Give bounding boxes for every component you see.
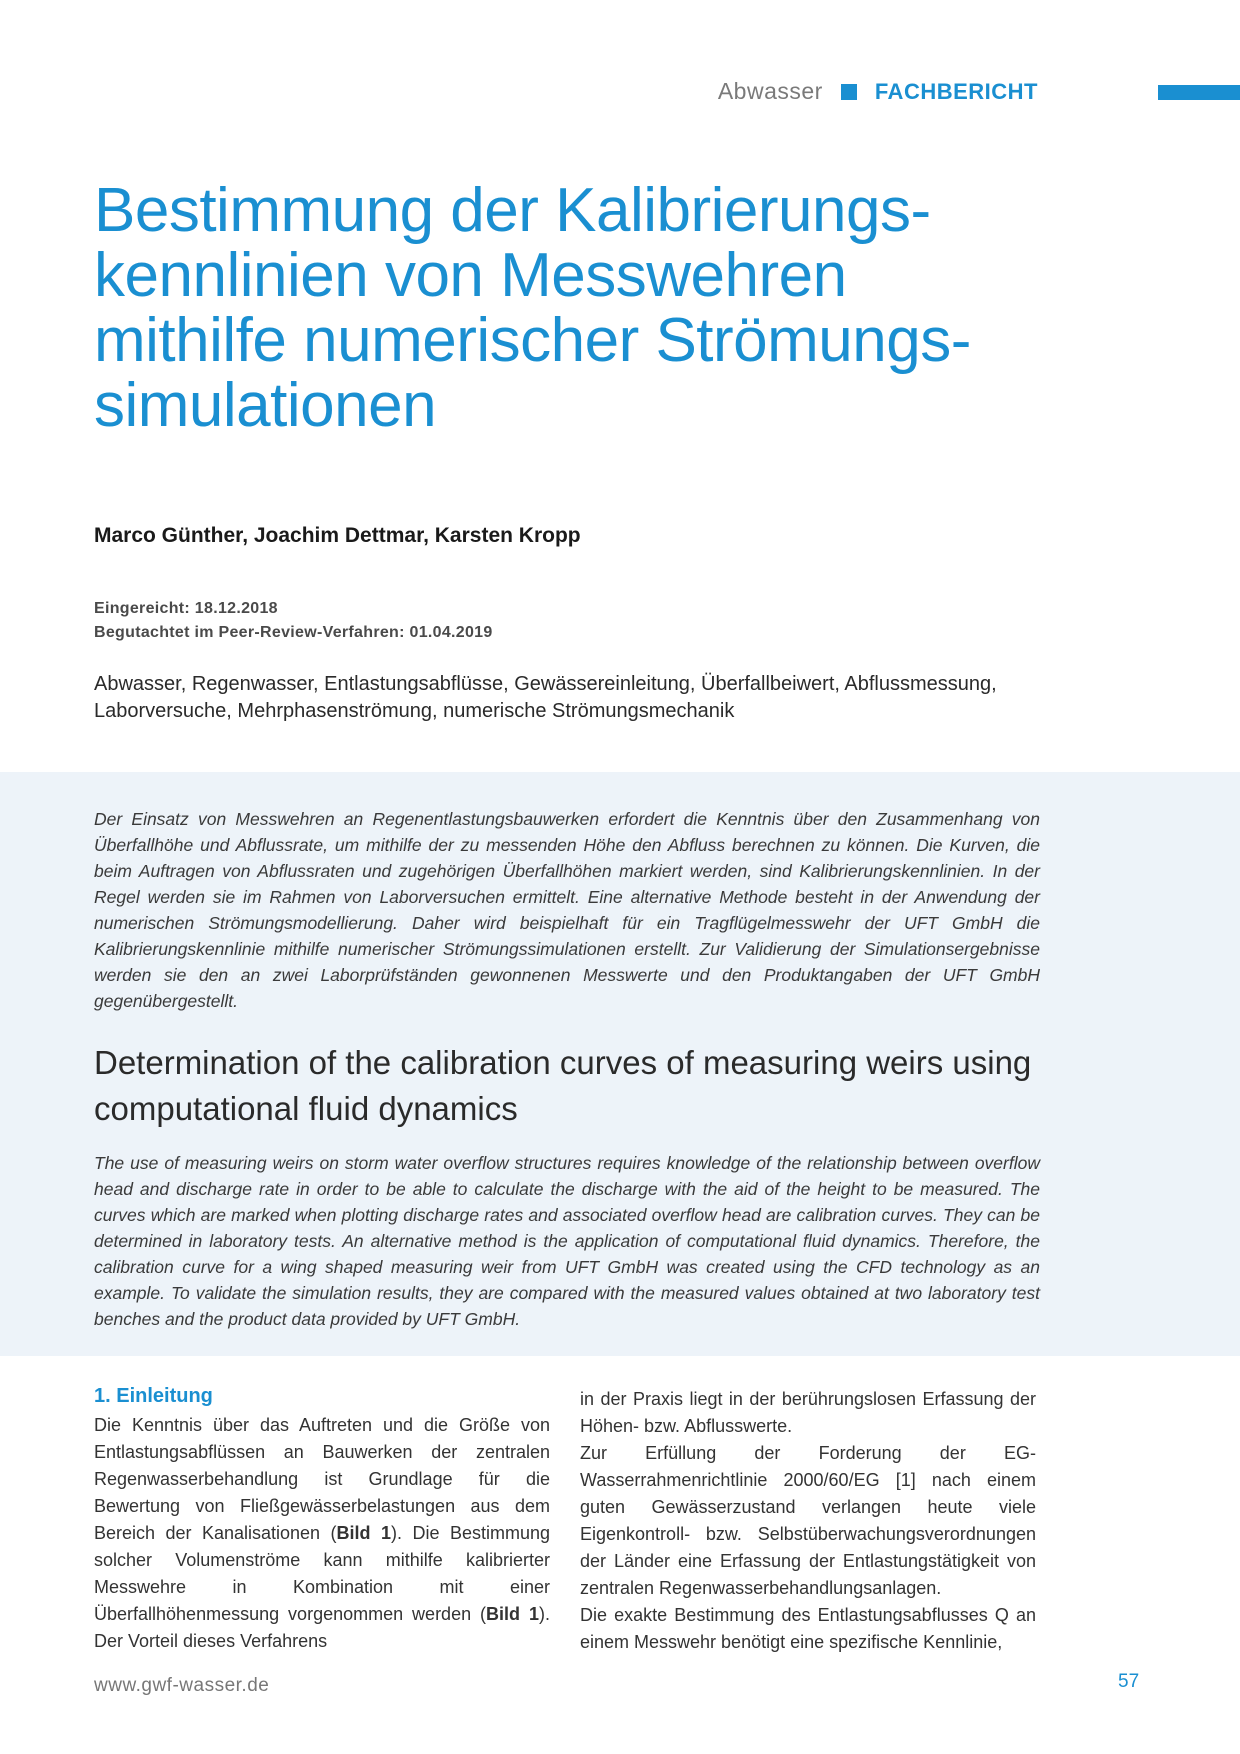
- title-line: simulationen: [94, 371, 437, 440]
- authors: Marco Günther, Joachim Dettmar, Karsten Kropp: [94, 524, 581, 547]
- figure-reference: Bild 1: [336, 1523, 392, 1543]
- body-text: ). Der Vorteil dieses Verfahrens: [94, 1604, 550, 1651]
- body-column-right: [580, 1386, 1036, 1656]
- body-column-left: [94, 1382, 550, 1655]
- title-line: mithilfe numerischer Strömungs-: [94, 306, 971, 375]
- header-square-icon: [841, 84, 857, 100]
- running-header: [718, 78, 1038, 105]
- figure-reference: Bild 1: [486, 1604, 539, 1624]
- keywords-line: Laborversuche, Mehrphasenströmung, numerische Strömungsmechanik: [94, 700, 735, 722]
- abstract-german: Der Einsatz von Messwehren an Regenentlastungsbauwerken erfordert die Kenntnis über den Zusammenhang von Überfallhöhe und Abflussrate, um mithilfe der zu messenden Höhe den Abfluss berechnen zu können. Die Kurven, die beim Auftragen von Abflussraten und zugehörigen Überfallhöhen markiert werden, sind Kalibrierungskennlinien. In der Regel werden sie im Rahmen von Laborversuchen ermittelt. Eine alternative Methode besteht in der Anwendung der numerischen Strömungsmodellierung. Daher wird beispielhaft für ein Tragflügelmesswehr der UFT GmbH die Kalibrierungskennlinie mithilfe numerischer Strömungssimulationen erstellt. Zur Validierung der Simulationsergebnisse werden sie den an zwei Laborprüfständen gewonnenen Messwerte und den Produktangaben der UFT GmbH gegenübergestellt.: [94, 809, 1040, 1011]
- header-accent-bar: [1158, 85, 1240, 100]
- keywords-line: Abwasser, Regenwasser, Entlastungsabflüsse, Gewässereinleitung, Überfallbeiwert, Abflussmessung,: [94, 673, 997, 695]
- section-heading: 1. Einleitung: [94, 1385, 213, 1407]
- review-dates: [94, 597, 493, 645]
- body-paragraph: Zur Erfüllung der Forderung der EG-Wasserrahmenrichtlinie 2000/60/EG [1] nach einem guten Gewässerzustand verlangen heute viele Eigenkontroll- bzw. Selbstüberwachungsverordnungen der Länder eine Erfassung der Entlastungstätigkeit von zentralen Regenwasserbehandlungsanlagen.: [580, 1443, 1036, 1598]
- abstract-english: The use of measuring weirs on storm water overflow structures requires knowledge of the relationship between overflow head and discharge rate in order to be able to calculate the discharge with the aid of the height to be measured. The curves which are marked when plotting discharge rates and associated overflow head are calibration curves. They can be determined in laboratory tests. An alternative method is the application of computational fluid dynamics. Therefore, the calibration curve for a wing shaped measuring weir from UFT GmbH was created using the CFD technology as an example. To validate the simulation results, they are compared with the measured values obtained at two laboratory test benches and the product data provided by UFT GmbH.: [94, 1153, 1040, 1329]
- article-title: [94, 178, 1054, 438]
- header-section: Abwasser: [717, 78, 823, 104]
- page-number: 57: [1118, 1671, 1140, 1692]
- submitted-date: Eingereicht: 18.12.2018: [94, 600, 278, 617]
- reviewed-date: Begutachtet im Peer-Review-Verfahren: 01.04.2019: [94, 624, 493, 641]
- title-line: kennlinien von Messwehren: [94, 241, 847, 310]
- keywords: [94, 671, 1054, 725]
- english-title-line: Determination of the calibration curves of measuring weirs using: [94, 1044, 1032, 1081]
- body-paragraph: Die exakte Bestimmung des Entlastungsabflusses Q an einem Messwehr benötigt eine spezifische Kennlinie,: [580, 1605, 1036, 1652]
- title-line: Bestimmung der Kalibrierungs-: [94, 176, 931, 245]
- body-paragraph: [94, 1412, 550, 1655]
- body-text: Die Kenntnis über das Auftreten und die Größe von Entlastungsabflüssen an Bauwerken der zentralen Regenwasserbehandlung ist Grundlage für die Bewertung von Fließgewässerbelastungen aus dem Bereich der Kanalisationen (: [94, 1415, 550, 1543]
- body-text: ). Die Bestimmung solcher Volumenströme kann mithilfe kalibrierter Messwehre in Kombination mit einer Überfallhöhenmessung vorgenommen werden (: [94, 1523, 551, 1624]
- header-label: FACHBERICHT: [874, 78, 1038, 104]
- body-paragraph: in der Praxis liegt in der berührungslosen Erfassung der Höhen- bzw. Abflusswerte.: [580, 1389, 1036, 1436]
- footer-url: www.gwf-wasser.de: [94, 1675, 270, 1696]
- english-title-line: computational fluid dynamics: [94, 1090, 518, 1127]
- english-title: [94, 1040, 1054, 1132]
